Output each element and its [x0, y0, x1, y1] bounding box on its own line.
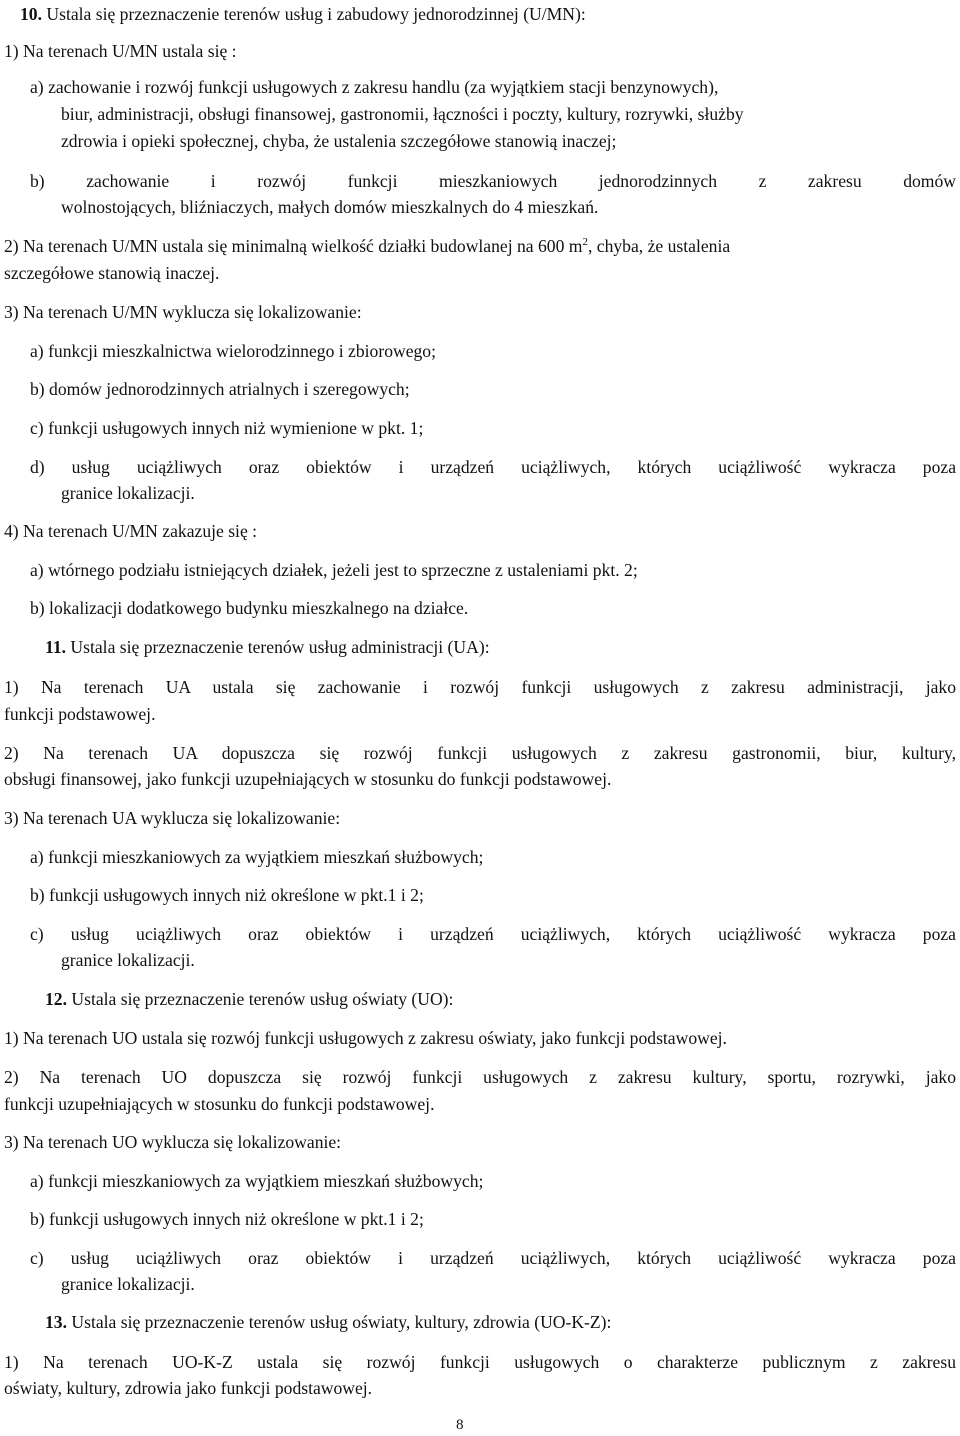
section-11-heading	[45, 636, 490, 658]
sec12-point-1: 1) Na terenach UO ustala się rozwój funkcji usługowych z zakresu oświaty, jako funkcji podstawowej.	[4, 1028, 727, 1048]
page-number: 8	[456, 1417, 464, 1433]
sec11-point-1-line2: funkcji podstawowej.	[4, 704, 156, 724]
section-10-title: Ustala się przeznaczenie terenów usług i zabudowy jednorodzinnej (U/MN):	[42, 4, 586, 24]
sec12-point-3-item-a: a) funkcji mieszkaniowych za wyjątkiem mieszkań służbowych;	[30, 1171, 484, 1191]
sec10-point-3-item-d-line1: d) usług uciążliwych oraz obiektów i urządzeń uciążliwych, których uciążliwość wykracza poza	[30, 457, 956, 477]
sec12-point-3-item-b: b) funkcji usługowych innych niż określone w pkt.1 i 2;	[30, 1209, 424, 1229]
sec10-point-3-item-a: a) funkcji mieszkalnictwa wielorodzinnego i zbiorowego;	[30, 341, 436, 361]
sec12-point-3-item-c-line1: c) usług uciążliwych oraz obiektów i urządzeń uciążliwych, których uciążliwość wykracza poza	[30, 1248, 956, 1268]
sec13-point-1-line1: 1) Na terenach UO-K-Z ustala się rozwój funkcji usługowych o charakterze publicznym z zakresu	[4, 1352, 956, 1372]
sec11-point-3-item-a: a) funkcji mieszkaniowych za wyjątkiem mieszkań służbowych;	[30, 847, 484, 867]
sec12-point-3: 3) Na terenach UO wyklucza się lokalizowanie:	[4, 1132, 342, 1152]
sec10-point-4-item-b: b) lokalizacji dodatkowego budynku mieszkalnego na działce.	[30, 598, 469, 618]
sec11-point-3: 3) Na terenach UA wyklucza się lokalizowanie:	[4, 808, 341, 828]
section-11-number: 11.	[45, 637, 67, 657]
sec10-point-3-item-c: c) funkcji usługowych innych niż wymienione w pkt. 1;	[30, 418, 424, 438]
sec10-point-2-line2: szczegółowe stanowią inaczej.	[4, 263, 220, 283]
sec11-point-2-line1: 2) Na terenach UA dopuszcza się rozwój funkcji usługowych z zakresu gastronomii, biur, kultury,	[4, 743, 956, 763]
sec10-point-4: 4) Na terenach U/MN zakazuje się :	[4, 521, 258, 541]
sec12-point-3-item-c-line2: granice lokalizacji.	[61, 1274, 195, 1294]
section-13-number: 13.	[45, 1312, 67, 1332]
sec10-item-a-line3: zdrowia i opieki społecznej, chyba, że ustalenia szczegółowe stanowią inaczej;	[61, 131, 617, 151]
sec10-item-b-line2: wolnostojących, bliźniaczych, małych domów mieszkalnych do 4 mieszkań.	[61, 197, 599, 217]
sec10-point-3: 3) Na terenach U/MN wyklucza się lokalizowanie:	[4, 302, 362, 322]
section-11-title: Ustala się przeznaczenie terenów usług administracji (UA):	[66, 637, 490, 657]
section-12-title: Ustala się przeznaczenie terenów usług oświaty (UO):	[67, 989, 454, 1009]
sec11-point-1-line1: 1) Na terenach UA ustala się zachowanie i rozwój funkcji usługowych z zakresu administracji, jako	[4, 677, 956, 697]
sec10-item-a-line1: a) zachowanie i rozwój funkcji usługowych z zakresu handlu (za wyjątkiem stacji benzynowych),	[30, 77, 719, 97]
sec12-point-2-line1: 2) Na terenach UO dopuszcza się rozwój funkcji usługowych z zakresu kultury, sportu, rozrywki, jako	[4, 1067, 956, 1087]
section-12-number: 12.	[45, 989, 67, 1009]
sec13-point-1-line2: oświaty, kultury, zdrowia jako funkcji podstawowej.	[4, 1378, 373, 1398]
sec10-point-2-line1	[4, 235, 730, 257]
section-12-heading	[45, 988, 453, 1010]
sec10-point-2-text-end: , chyba, że ustalenia	[587, 236, 731, 256]
sec10-item-b-line1: b) zachowanie i rozwój funkcji mieszkaniowych jednorodzinnych z zakresu domów	[30, 171, 956, 191]
sec10-point-3-item-d-line2: granice lokalizacji.	[61, 483, 195, 503]
sec11-point-3-item-b: b) funkcji usługowych innych niż określone w pkt.1 i 2;	[30, 885, 424, 905]
section-10-number: 10.	[20, 4, 42, 24]
superscript-2: 2	[582, 236, 588, 248]
sec11-point-3-item-c-line1: c) usług uciążliwych oraz obiektów i urządzeń uciążliwych, których uciążliwość wykracza poza	[30, 924, 956, 944]
sec10-point-1: 1) Na terenach U/MN ustala się :	[4, 41, 237, 61]
sec12-point-2-line2: funkcji uzupełniających w stosunku do funkcji podstawowej.	[4, 1094, 435, 1114]
section-10-heading	[20, 3, 586, 25]
section-13-title: Ustala się przeznaczenie terenów usług oświaty, kultury, zdrowia (UO-K-Z):	[67, 1312, 612, 1332]
sec10-point-4-item-a: a) wtórnego podziału istniejących działek, jeżeli jest to sprzeczne z ustaleniami pkt. 2;	[30, 560, 638, 580]
sec11-point-2-line2: obsługi finansowej, jako funkcji uzupełniających w stosunku do funkcji podstawowej.	[4, 769, 612, 789]
sec11-point-3-item-c-line2: granice lokalizacji.	[61, 950, 195, 970]
section-13-heading	[45, 1311, 611, 1333]
sec10-point-3-item-b: b) domów jednorodzinnych atrialnych i szeregowych;	[30, 379, 410, 399]
sec10-point-2-text: 2) Na terenach U/MN ustala się minimalną wielkość działki budowlanej na 600 m	[4, 236, 583, 256]
sec10-item-a-line2: biur, administracji, obsługi finansowej, gastronomii, łączności i poczty, kultury, rozrywki, służby	[61, 104, 744, 124]
